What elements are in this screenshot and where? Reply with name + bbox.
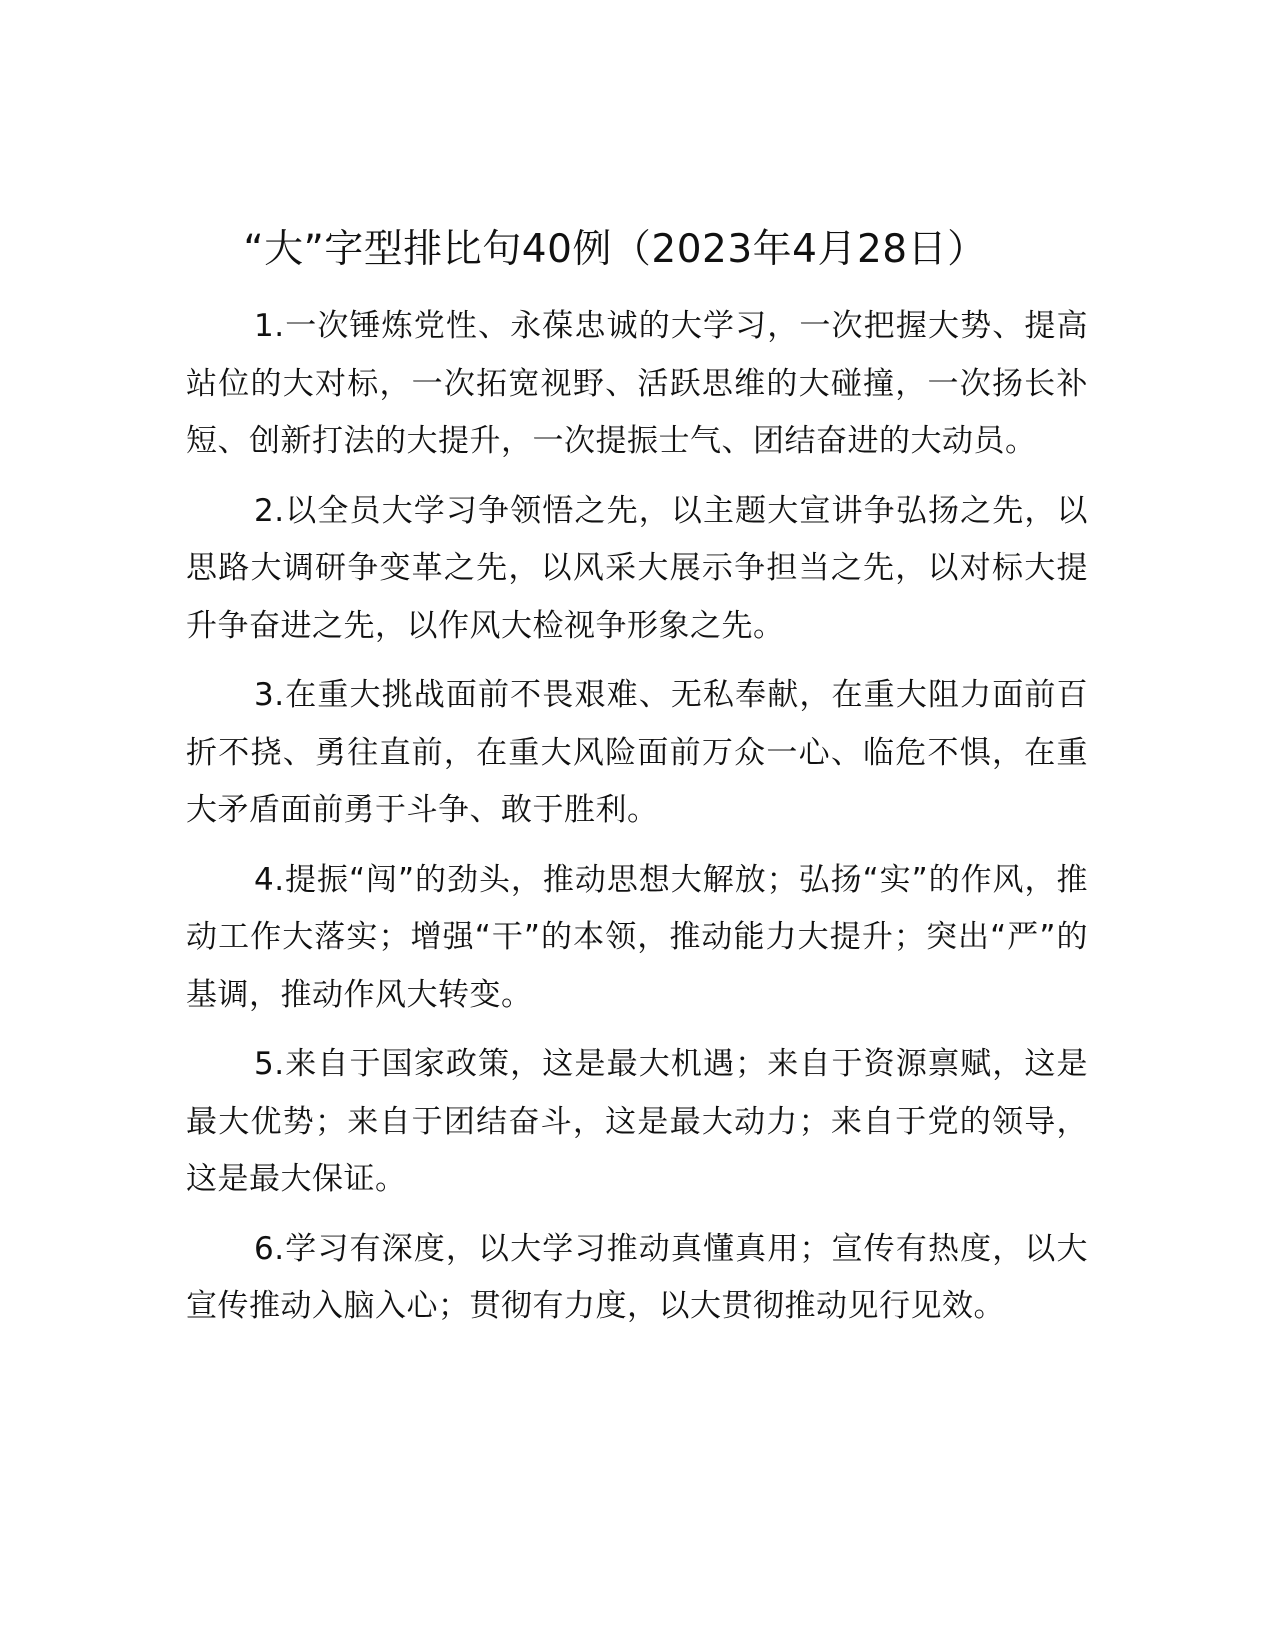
paragraph-2: 2.以全员大学习争领悟之先，以主题大宣讲争弘扬之先，以思路大调研争变革之先，以风采大展示争担当之先，以对标大提升争奋进之先，以作风大检视争形象之先。 — [186, 492, 1088, 644]
paragraph-5: 5.来自于国家政策，这是最大机遇；来自于资源禀赋，这是最大优势；来自于团结奋斗，这是最大动力；来自于党的领导，这是最大保证。 — [186, 1046, 1088, 1197]
paragraph-6: 6.学习有深度，以大学习推动真懂真用；宣传有热度，以大宣传推动入脑入心；贯彻有力度，以大贯彻推动见行见效。 — [186, 1230, 1088, 1324]
paragraph-3: 3.在重大挑战面前不畏艰难、无私奉献，在重大阻力面前百折不挠、勇往直前，在重大风险面前万众一心、临危不惧，在重大矛盾面前勇于斗争、敢于胜利。 — [186, 677, 1088, 828]
document-title: “大”字型排比句40例（2023年4月28日） — [243, 227, 987, 272]
paragraph-1: 1.一次锤炼党性、永葆忠诚的大学习，一次把握大势、提高站位的大对标，一次拓宽视野、活跃思维的大碰撞，一次扬长补短、创新打法的大提升，一次提振士气、团结奋进的大动员。 — [186, 308, 1088, 459]
document-body — [186, 298, 1088, 1348]
paragraph-4: 4.提振“闯”的劲头，推动思想大解放；弘扬“实”的作风，推动工作大落实；增强“干”的本领，推动能力大提升；突出“严”的基调，推动作风大转变。 — [186, 861, 1088, 1013]
